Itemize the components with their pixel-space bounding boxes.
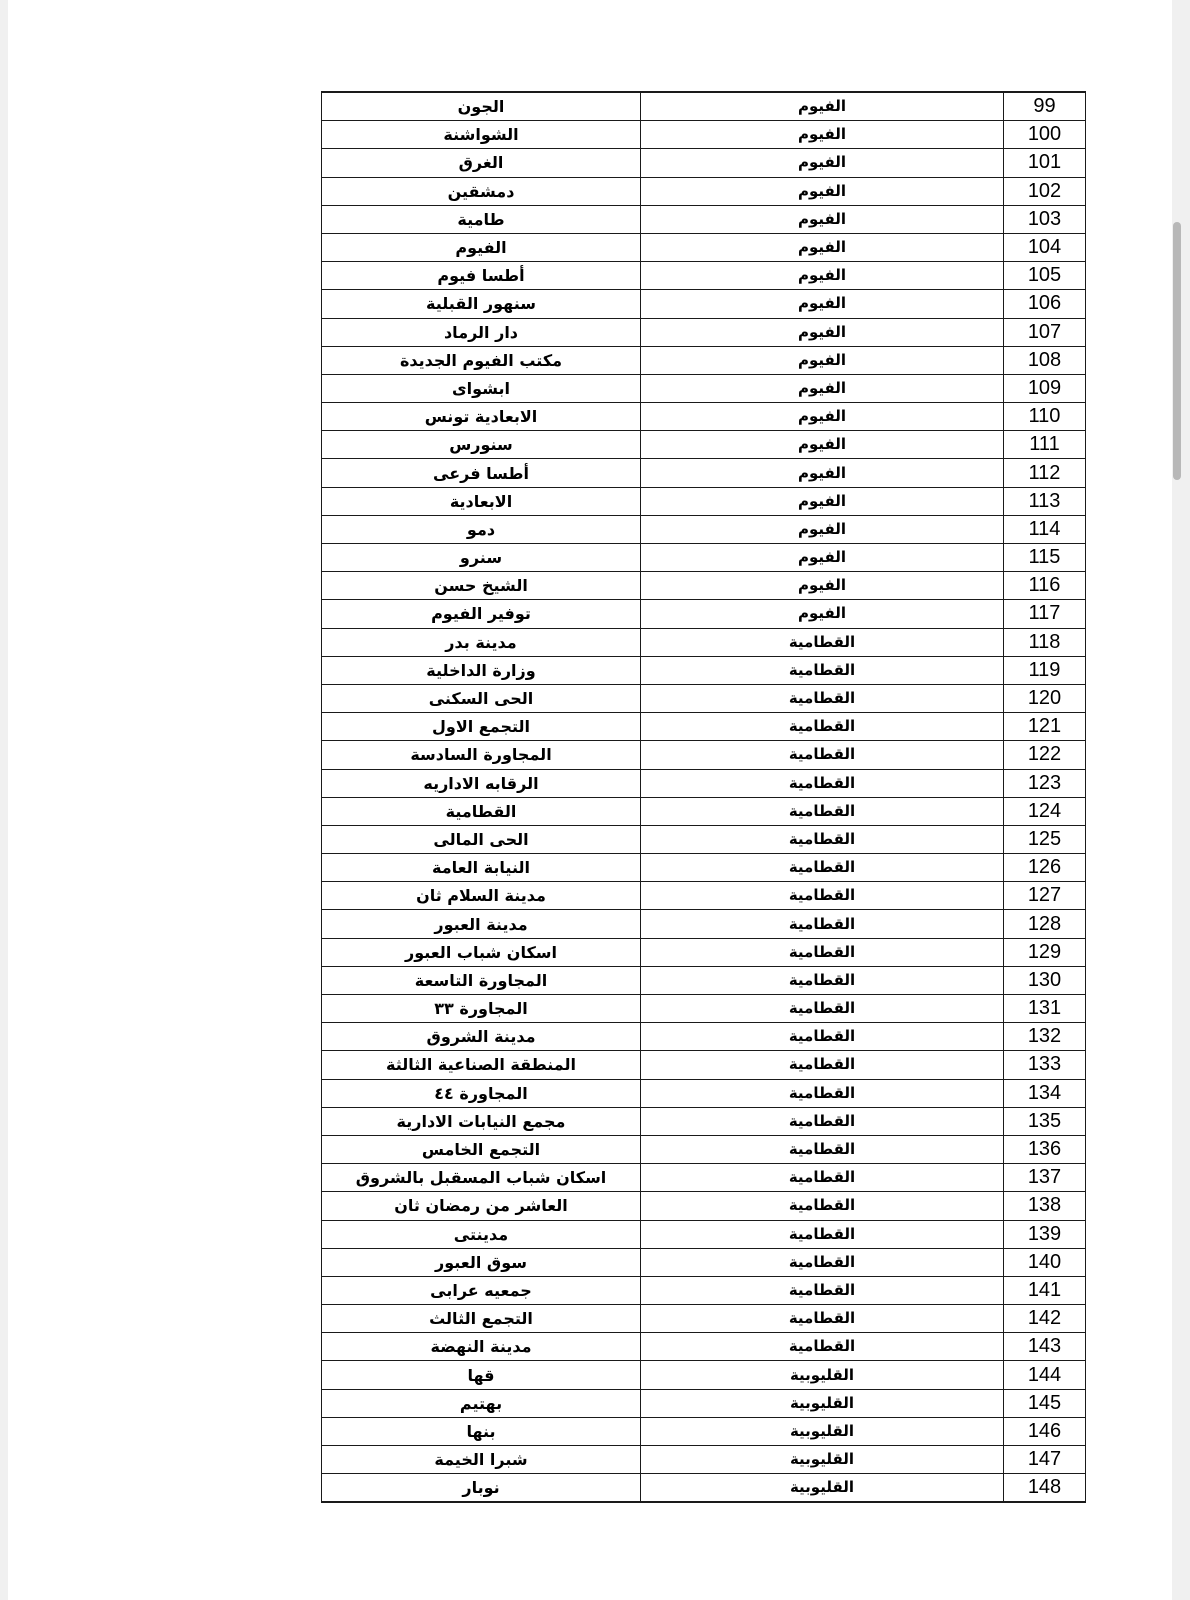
table-row bbox=[322, 318, 1086, 346]
office-name-cell: المجاورة التاسعة bbox=[322, 966, 641, 994]
table-row bbox=[322, 854, 1086, 882]
governorate-cell: القطامية bbox=[641, 1248, 1004, 1276]
office-name-cell: مدينة النهضة bbox=[322, 1333, 641, 1361]
governorate-cell: الفيوم bbox=[641, 149, 1004, 177]
office-name-cell: توفير الفيوم bbox=[322, 600, 641, 628]
row-number-cell: 138 bbox=[1004, 1192, 1086, 1220]
governorate-cell: الفيوم bbox=[641, 431, 1004, 459]
row-number-cell: 117 bbox=[1004, 600, 1086, 628]
office-name-cell: ابشواى bbox=[322, 374, 641, 402]
row-number-cell: 125 bbox=[1004, 825, 1086, 853]
office-name-cell: اسكان شباب العبور bbox=[322, 938, 641, 966]
governorate-cell: القطامية bbox=[641, 797, 1004, 825]
row-number-cell: 129 bbox=[1004, 938, 1086, 966]
governorate-cell: القطامية bbox=[641, 1164, 1004, 1192]
office-name-cell: بهتيم bbox=[322, 1389, 641, 1417]
table-row bbox=[322, 1107, 1086, 1135]
office-name-cell: أطسا فيوم bbox=[322, 262, 641, 290]
office-name-cell: قها bbox=[322, 1361, 641, 1389]
table-row bbox=[322, 1192, 1086, 1220]
row-number-cell: 134 bbox=[1004, 1079, 1086, 1107]
office-name-cell: مدينة السلام ثان bbox=[322, 882, 641, 910]
row-number-cell: 111 bbox=[1004, 431, 1086, 459]
row-number-cell: 101 bbox=[1004, 149, 1086, 177]
row-number-cell: 106 bbox=[1004, 290, 1086, 318]
office-name-cell: سنرو bbox=[322, 544, 641, 572]
row-number-cell: 112 bbox=[1004, 459, 1086, 487]
governorate-cell: القطامية bbox=[641, 684, 1004, 712]
governorate-cell: القطامية bbox=[641, 1023, 1004, 1051]
row-number-cell: 147 bbox=[1004, 1446, 1086, 1474]
table-row bbox=[322, 713, 1086, 741]
office-name-cell: سنهور القبلية bbox=[322, 290, 641, 318]
table-row bbox=[322, 290, 1086, 318]
governorate-cell: القطامية bbox=[641, 1333, 1004, 1361]
governorate-cell: القطامية bbox=[641, 1051, 1004, 1079]
office-name-cell: مدينتى bbox=[322, 1220, 641, 1248]
office-name-cell: التجمع الثالث bbox=[322, 1305, 641, 1333]
row-number-cell: 132 bbox=[1004, 1023, 1086, 1051]
row-number-cell: 144 bbox=[1004, 1361, 1086, 1389]
table-row bbox=[322, 684, 1086, 712]
row-number-cell: 124 bbox=[1004, 797, 1086, 825]
office-name-cell: شبرا الخيمة bbox=[322, 1446, 641, 1474]
office-name-cell: نوبار bbox=[322, 1474, 641, 1503]
office-name-cell: الحى المالى bbox=[322, 825, 641, 853]
row-number-cell: 110 bbox=[1004, 403, 1086, 431]
office-name-cell: طامية bbox=[322, 205, 641, 233]
governorate-cell: الفيوم bbox=[641, 205, 1004, 233]
table-row bbox=[322, 825, 1086, 853]
office-name-cell: القطامية bbox=[322, 797, 641, 825]
office-name-cell: مكتب الفيوم الجديدة bbox=[322, 346, 641, 374]
table-row bbox=[322, 572, 1086, 600]
office-name-cell: المنطقة الصناعية الثالثة bbox=[322, 1051, 641, 1079]
table-row bbox=[322, 346, 1086, 374]
governorate-cell: القطامية bbox=[641, 854, 1004, 882]
row-number-cell: 141 bbox=[1004, 1276, 1086, 1304]
table-row bbox=[322, 233, 1086, 261]
row-number-cell: 148 bbox=[1004, 1474, 1086, 1503]
governorate-cell: القطامية bbox=[641, 1192, 1004, 1220]
table-row bbox=[322, 1276, 1086, 1304]
row-number-cell: 109 bbox=[1004, 374, 1086, 402]
office-name-cell: الشيخ حسن bbox=[322, 572, 641, 600]
office-name-cell: سنورس bbox=[322, 431, 641, 459]
table-row bbox=[322, 1474, 1086, 1503]
row-number-cell: 128 bbox=[1004, 910, 1086, 938]
row-number-cell: 136 bbox=[1004, 1135, 1086, 1163]
office-name-cell: مدينة العبور bbox=[322, 910, 641, 938]
office-name-cell: الشواشنة bbox=[322, 121, 641, 149]
governorate-cell: الفيوم bbox=[641, 600, 1004, 628]
row-number-cell: 115 bbox=[1004, 544, 1086, 572]
table-row bbox=[322, 1305, 1086, 1333]
governorate-cell: الفيوم bbox=[641, 262, 1004, 290]
table-row bbox=[322, 769, 1086, 797]
table-row bbox=[322, 995, 1086, 1023]
governorate-cell: الفيوم bbox=[641, 346, 1004, 374]
table-row bbox=[322, 487, 1086, 515]
governorate-cell: القليوبية bbox=[641, 1417, 1004, 1445]
offices-table bbox=[321, 91, 1086, 1503]
table-row bbox=[322, 938, 1086, 966]
table-row bbox=[322, 374, 1086, 402]
governorate-cell: الفيوم bbox=[641, 121, 1004, 149]
office-name-cell: التجمع الاول bbox=[322, 713, 641, 741]
row-number-cell: 142 bbox=[1004, 1305, 1086, 1333]
table-row bbox=[322, 262, 1086, 290]
row-number-cell: 119 bbox=[1004, 656, 1086, 684]
table-row bbox=[322, 431, 1086, 459]
office-name-cell: الرقابه الاداريه bbox=[322, 769, 641, 797]
governorate-cell: الفيوم bbox=[641, 92, 1004, 121]
table-row bbox=[322, 1135, 1086, 1163]
offices-table-body bbox=[322, 92, 1086, 1502]
row-number-cell: 135 bbox=[1004, 1107, 1086, 1135]
row-number-cell: 143 bbox=[1004, 1333, 1086, 1361]
office-name-cell: وزارة الداخلية bbox=[322, 656, 641, 684]
office-name-cell: المجاورة ٤٤ bbox=[322, 1079, 641, 1107]
office-name-cell: المجاورة السادسة bbox=[322, 741, 641, 769]
row-number-cell: 108 bbox=[1004, 346, 1086, 374]
table-row bbox=[322, 515, 1086, 543]
table-row bbox=[322, 741, 1086, 769]
governorate-cell: الفيوم bbox=[641, 290, 1004, 318]
office-name-cell: المجاورة ٣٣ bbox=[322, 995, 641, 1023]
governorate-cell: القليوبية bbox=[641, 1389, 1004, 1417]
governorate-cell: القطامية bbox=[641, 769, 1004, 797]
row-number-cell: 121 bbox=[1004, 713, 1086, 741]
governorate-cell: القليوبية bbox=[641, 1361, 1004, 1389]
office-name-cell: الحى السكنى bbox=[322, 684, 641, 712]
row-number-cell: 137 bbox=[1004, 1164, 1086, 1192]
row-number-cell: 113 bbox=[1004, 487, 1086, 515]
governorate-cell: الفيوم bbox=[641, 403, 1004, 431]
governorate-cell: الفيوم bbox=[641, 572, 1004, 600]
row-number-cell: 127 bbox=[1004, 882, 1086, 910]
office-name-cell: الجون bbox=[322, 92, 641, 121]
table-row bbox=[322, 544, 1086, 572]
governorate-cell: القطامية bbox=[641, 1305, 1004, 1333]
governorate-cell: القطامية bbox=[641, 882, 1004, 910]
row-number-cell: 99 bbox=[1004, 92, 1086, 121]
table-row bbox=[322, 1164, 1086, 1192]
office-name-cell: الفيوم bbox=[322, 233, 641, 261]
office-name-cell: اسكان شباب المسقبل بالشروق bbox=[322, 1164, 641, 1192]
office-name-cell: دمشقين bbox=[322, 177, 641, 205]
office-name-cell: سوق العبور bbox=[322, 1248, 641, 1276]
table-row bbox=[322, 149, 1086, 177]
office-name-cell: الابعادية تونس bbox=[322, 403, 641, 431]
office-name-cell: التجمع الخامس bbox=[322, 1135, 641, 1163]
office-name-cell: مدينة الشروق bbox=[322, 1023, 641, 1051]
table-row bbox=[322, 1079, 1086, 1107]
governorate-cell: القطامية bbox=[641, 741, 1004, 769]
governorate-cell: القطامية bbox=[641, 1135, 1004, 1163]
governorate-cell: القطامية bbox=[641, 966, 1004, 994]
office-name-cell: النيابة العامة bbox=[322, 854, 641, 882]
governorate-cell: القطامية bbox=[641, 938, 1004, 966]
office-name-cell: العاشر من رمضان ثان bbox=[322, 1192, 641, 1220]
governorate-cell: القطامية bbox=[641, 1107, 1004, 1135]
row-number-cell: 103 bbox=[1004, 205, 1086, 233]
office-name-cell: مدينة بدر bbox=[322, 628, 641, 656]
governorate-cell: الفيوم bbox=[641, 515, 1004, 543]
table-row bbox=[322, 1051, 1086, 1079]
governorate-cell: القطامية bbox=[641, 628, 1004, 656]
governorate-cell: القطامية bbox=[641, 713, 1004, 741]
table-row bbox=[322, 797, 1086, 825]
office-name-cell: بنها bbox=[322, 1417, 641, 1445]
row-number-cell: 116 bbox=[1004, 572, 1086, 600]
table-row bbox=[322, 1446, 1086, 1474]
governorate-cell: الفيوم bbox=[641, 374, 1004, 402]
row-number-cell: 114 bbox=[1004, 515, 1086, 543]
governorate-cell: القطامية bbox=[641, 910, 1004, 938]
governorate-cell: الفيوم bbox=[641, 459, 1004, 487]
row-number-cell: 104 bbox=[1004, 233, 1086, 261]
governorate-cell: القطامية bbox=[641, 1276, 1004, 1304]
table-row bbox=[322, 1220, 1086, 1248]
governorate-cell: الفيوم bbox=[641, 487, 1004, 515]
table-row bbox=[322, 910, 1086, 938]
table-row bbox=[322, 1361, 1086, 1389]
row-number-cell: 145 bbox=[1004, 1389, 1086, 1417]
table-row bbox=[322, 459, 1086, 487]
governorate-cell: القطامية bbox=[641, 825, 1004, 853]
table-row bbox=[322, 882, 1086, 910]
table-row bbox=[322, 1248, 1086, 1276]
governorate-cell: القليوبية bbox=[641, 1474, 1004, 1503]
office-name-cell: مجمع النيابات الادارية bbox=[322, 1107, 641, 1135]
row-number-cell: 118 bbox=[1004, 628, 1086, 656]
table-row bbox=[322, 403, 1086, 431]
office-name-cell: دمو bbox=[322, 515, 641, 543]
row-number-cell: 140 bbox=[1004, 1248, 1086, 1276]
table-row bbox=[322, 92, 1086, 121]
table-row bbox=[322, 121, 1086, 149]
table-row bbox=[322, 1389, 1086, 1417]
table-row bbox=[322, 966, 1086, 994]
row-number-cell: 105 bbox=[1004, 262, 1086, 290]
table-row bbox=[322, 628, 1086, 656]
governorate-cell: الفيوم bbox=[641, 544, 1004, 572]
row-number-cell: 122 bbox=[1004, 741, 1086, 769]
table-row bbox=[322, 1333, 1086, 1361]
governorate-cell: الفيوم bbox=[641, 233, 1004, 261]
table-row bbox=[322, 1023, 1086, 1051]
governorate-cell: القطامية bbox=[641, 656, 1004, 684]
office-name-cell: دار الرماد bbox=[322, 318, 641, 346]
governorate-cell: الفيوم bbox=[641, 177, 1004, 205]
governorate-cell: القطامية bbox=[641, 995, 1004, 1023]
row-number-cell: 146 bbox=[1004, 1417, 1086, 1445]
row-number-cell: 130 bbox=[1004, 966, 1086, 994]
governorate-cell: القطامية bbox=[641, 1220, 1004, 1248]
table-row bbox=[322, 1417, 1086, 1445]
row-number-cell: 100 bbox=[1004, 121, 1086, 149]
office-name-cell: الغرق bbox=[322, 149, 641, 177]
governorate-cell: القليوبية bbox=[641, 1446, 1004, 1474]
row-number-cell: 139 bbox=[1004, 1220, 1086, 1248]
office-name-cell: أطسا فرعى bbox=[322, 459, 641, 487]
row-number-cell: 131 bbox=[1004, 995, 1086, 1023]
row-number-cell: 120 bbox=[1004, 684, 1086, 712]
scrollbar-thumb[interactable] bbox=[1173, 222, 1181, 480]
row-number-cell: 123 bbox=[1004, 769, 1086, 797]
row-number-cell: 107 bbox=[1004, 318, 1086, 346]
governorate-cell: الفيوم bbox=[641, 318, 1004, 346]
table-row bbox=[322, 600, 1086, 628]
governorate-cell: القطامية bbox=[641, 1079, 1004, 1107]
table-row bbox=[322, 656, 1086, 684]
table-row bbox=[322, 177, 1086, 205]
office-name-cell: جمعيه عرابى bbox=[322, 1276, 641, 1304]
row-number-cell: 133 bbox=[1004, 1051, 1086, 1079]
table-row bbox=[322, 205, 1086, 233]
office-name-cell: الابعادية bbox=[322, 487, 641, 515]
row-number-cell: 102 bbox=[1004, 177, 1086, 205]
row-number-cell: 126 bbox=[1004, 854, 1086, 882]
